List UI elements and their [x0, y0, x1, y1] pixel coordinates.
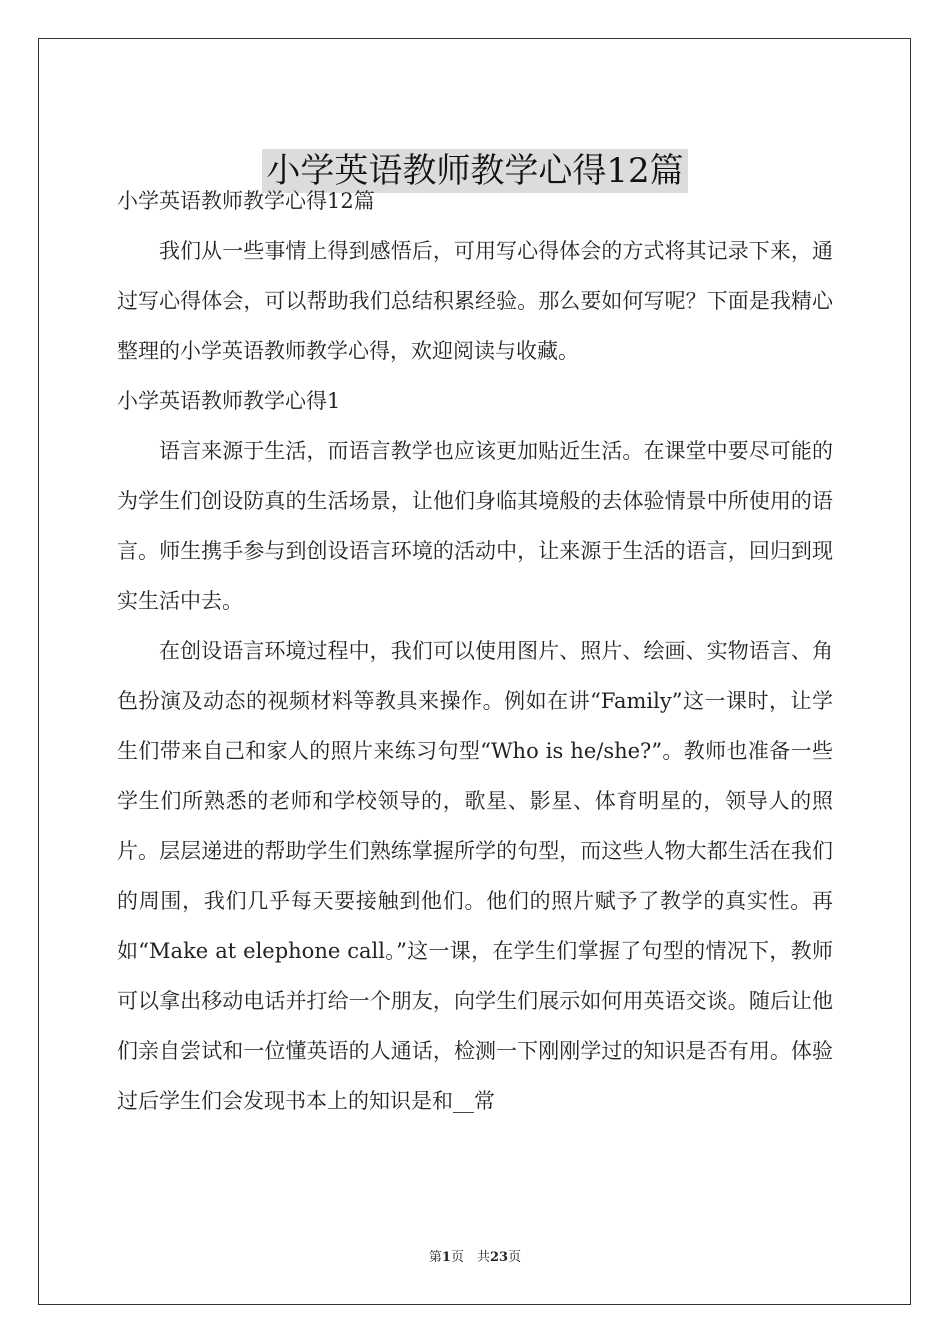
- document-body: [117, 176, 833, 1126]
- document-subtitle: 小学英语教师教学心得12篇: [117, 189, 375, 213]
- document-title: 小学英语教师教学心得12篇: [262, 149, 687, 193]
- page-suffix: 页: [508, 1250, 522, 1265]
- intro-paragraph: 我们从一些事情上得到感悟后，可用写心得体会的方式将其记录下来，通过写心得体会，可以帮助我们总结积累经验。那么要如何写呢？下面是我精心整理的小学英语教师教学心得，欢迎阅读与收藏。: [117, 239, 833, 363]
- page-mid: 页 共: [450, 1250, 490, 1265]
- body-paragraph-1: 语言来源于生活，而语言教学也应该更加贴近生活。在课堂中要尽可能的为学生们创设防真的生活场景，让他们身临其境般的去体验情景中所使用的语言。师生携手参与到创设语言环境的活动中，让来源于生活的语言，回归到现实生活中去。: [117, 439, 833, 613]
- body-paragraph-2: 在创设语言环境过程中，我们可以使用图片、照片、绘画、实物语言、角色扮演及动态的视频材料等教具来操作。例如在讲“Family”这一课时，让学生们带来自己和家人的照片来练习句型“Who is he/she?”。教师也准备一些学生们所熟悉的老师和学校领导的，歌星、影星、体育明星的，领导人的照片。层层递进的帮助学生们熟练掌握所学的句型，而这些人物大都生活在我们的周围，我们几乎每天要接触到他们。他们的照片赋予了教学的真实性。再如“Make at elephone call。”这一课，在学生们掌握了句型的情况下，教师可以拿出移动电话并打给一个朋友，向学生们展示如何用英语交谈。随后让他们亲自尝试和一位懂英语的人通话，检测一下刚刚学过的知识是否有用。体验过后学生们会发现书本上的知识是和__常: [117, 639, 833, 1113]
- current-page-number: 1: [441, 1250, 451, 1265]
- page-prefix: 第: [428, 1250, 442, 1265]
- section-heading: 小学英语教师教学心得1: [117, 389, 341, 413]
- page-footer: [0, 1246, 950, 1265]
- total-page-number: 23: [489, 1250, 509, 1265]
